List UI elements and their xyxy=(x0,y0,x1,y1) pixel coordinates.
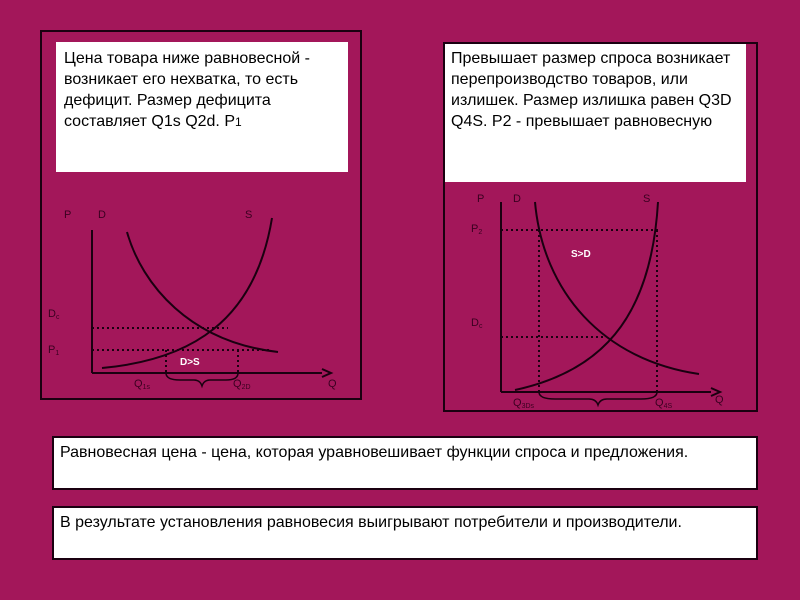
demand-label: D xyxy=(98,209,106,221)
surplus-brace xyxy=(539,392,657,405)
equilibrium-benefit-note: В результате установления равновесия выигрывают потребители и производители. xyxy=(52,506,758,560)
supply-label: S xyxy=(643,193,651,205)
deficit-brace xyxy=(166,373,238,386)
p2-label: P2 xyxy=(471,223,483,236)
p-axis-label: P xyxy=(477,193,485,205)
dc-label: Dc xyxy=(48,308,60,321)
demand-label: D xyxy=(513,193,521,205)
q-axis-label: Q xyxy=(328,378,337,390)
q1s-label: Q1s xyxy=(134,378,150,391)
deficit-text-subscript: 1 xyxy=(235,115,242,129)
p1-label: P1 xyxy=(48,344,60,357)
supply-label: S xyxy=(245,209,253,221)
q4s-label: Q4S xyxy=(655,397,673,410)
deficit-text: Цена товара ниже равновесной - возникает его нехватка, то есть дефицит. Размер дефицита составляет Q1s Q2d. Р xyxy=(64,50,310,130)
demand-curve xyxy=(127,232,278,352)
deficit-graph xyxy=(40,30,362,400)
equilibrium-price-definition: Равновесная цена - цена, которая уравновешивает функции спроса и предложения. xyxy=(52,436,758,490)
q-axis-arrow xyxy=(322,369,331,377)
deficit-region-label: D>S xyxy=(180,357,200,368)
dc-label: Dc xyxy=(471,317,483,330)
surplus-graph xyxy=(443,42,758,412)
p-axis-label: P xyxy=(64,209,72,221)
q3d-label: Q3Ds xyxy=(513,397,535,410)
surplus-text: Превышает размер спроса возникает перепроизводство товаров, или излишек. Размер излишка равен Q3D Q4S. P2 - превышает равновесную xyxy=(451,50,732,130)
demand-curve xyxy=(535,202,699,374)
surplus-panel xyxy=(443,42,758,412)
deficit-panel xyxy=(40,30,362,400)
q-axis-label: Q xyxy=(715,394,724,406)
surplus-region-label: S>D xyxy=(571,249,591,260)
q2d-label: Q2D xyxy=(233,378,251,391)
